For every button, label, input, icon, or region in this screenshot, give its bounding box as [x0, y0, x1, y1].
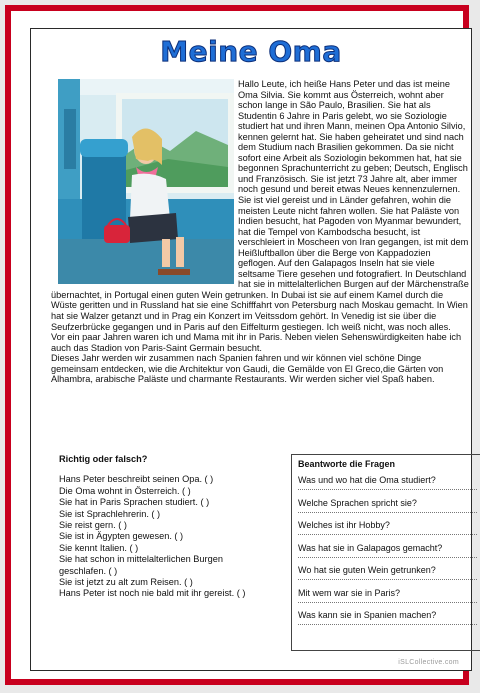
question-text: Welche Sprachen spricht sie? [298, 497, 417, 508]
question-item [298, 498, 480, 521]
true-false-line: geschlafen. ( ) [59, 565, 118, 576]
footer-watermark: iSLCollective.com [398, 659, 459, 666]
true-false-line: Die Oma wohnt in Österreich. ( ) [59, 485, 191, 496]
true-false-line: Sie ist in Ägypten gewesen. ( ) [59, 531, 184, 542]
true-false-line: Sie hat in Paris Sprachen studiert. ( ) [59, 497, 210, 508]
true-false-line: Hans Peter ist noch nie bald mit ihr gereist. ( ) [59, 588, 246, 599]
question-text: Mit wem war sie in Paris? [298, 587, 401, 598]
worksheet-page [30, 28, 472, 671]
page-title: Meine Oma [160, 35, 342, 68]
questions-box [291, 454, 480, 651]
answer-line[interactable] [298, 534, 477, 535]
true-false-line: Sie hat schon in mittelalterlichen Burgen [59, 554, 223, 565]
question-item [298, 588, 480, 611]
true-false-line: Sie ist Sprachlehrerin. ( ) [59, 508, 161, 519]
question-item [298, 543, 480, 566]
question-item [298, 475, 480, 498]
story-text [51, 79, 469, 385]
true-false-line: Sie kennt Italien. ( ) [59, 542, 139, 553]
story-paragraph-1: Hallo Leute, ich heiße Hans Peter und das ist meine Oma Silvia. Sie kommt aus Österreich, wohnt aber schon lange in São Paulo, Brasilien. Sie hat als Studentin 6 Jahre in Paris gelebt, wo sie Soziologie studiert hat und ihren Mann, meinen Opa Antonio Silvio, kennen gelernt hat. Sie haben geheiratet und sind nach dem Studium nach Brasilien gekommen. Da sie nicht sofort eine Arbeit als Soziologin bekommen hat, hat sie begonnen Sprachunterricht zu geben; Deutsch, Englisch und Französisch. Sie ist jetzt 73 Jahre alt, aber immer noch gesund und bereit etwas Neues kennenzulernen. Sie ist viel gereist und in Länder gefahren, wohin die meisten Leute nicht fahren wollen. Sie hat Paläste von Indien besucht, hat Pagoden von Myanmar bewundert, hat die Tempel von Kambodscha besucht, ist verschleiert in Moscheen von Iran gegangen, ist mit dem Heißluftballon über die Berge von Kappadozien geflogen. Auf den Galapagos Inseln hat sie viele seltsame Tiere gesehen und fotografiert. In Deutschland hat sie in mittelalterlichen Burgen auf der Märchenstraße übernachtet, in Portugal einen guten Wein getrunken. In Dubai ist sie auf einem Kamel durch die Wüste geritten und in Russland hat sie eine Schifffahrt von Petersburg nach Moskau gemacht. In Wien hat sie Walzer getanzt und in Prag ein Konzert im Veitssdom gehört. In Venedig ist sie über die Seufzerbrücke gegangen und in Paris auf den Eiffelturm gestiegen. Ich weiß nicht, was noch alles. [51, 79, 469, 332]
question-text: Was kann sie in Spanien machen? [298, 610, 437, 620]
illustration-spacer [51, 79, 238, 282]
story-paragraph-3: Dieses Jahr werden wir zusammen nach Spanien fahren und wir können viel schöne Dinge gemeinsam entdecken, wie die Architektur von Gaudi, die Gemälde von El Greco,die Gärten von Alhambra, arabische Paläste und charmante Restaurants. Wir werden sicher viel Spaß haben. [51, 353, 444, 385]
question-text: Was hat sie in Galapagos gemacht? [298, 542, 443, 553]
answer-line[interactable] [298, 624, 477, 625]
worksheet-frame [5, 5, 469, 685]
question-text: Wo hat sie guten Wein getrunken? [298, 565, 436, 575]
answer-line[interactable] [298, 512, 477, 513]
true-false-section [59, 454, 284, 600]
question-text: Welches ist ihr Hobby? [298, 520, 390, 530]
question-item [298, 520, 480, 543]
true-false-line: Sie ist jetzt zu alt zum Reisen. ( ) [59, 577, 193, 588]
question-item [298, 610, 480, 633]
true-false-line: Sie reist gern. ( ) [59, 520, 127, 531]
answer-line[interactable] [298, 602, 477, 603]
true-false-line: Hans Peter beschreibt seinen Opa. ( ) [59, 474, 214, 485]
answer-line[interactable] [298, 579, 477, 580]
answer-line[interactable] [298, 557, 477, 558]
questions-heading: Beantworte die Fragen [298, 459, 396, 469]
question-text: Was und wo hat die Oma studiert? [298, 475, 436, 485]
true-false-heading: Richtig oder falsch? [59, 454, 148, 464]
story-paragraph-2: Vor ein paar Jahren waren ich und Mama mit ihr in Paris. Neben vielen Sehenswürdigkeiten habe ich auch das Stadion von Paris-Saint Germain besucht. [51, 332, 462, 353]
question-item [298, 565, 480, 588]
answer-line[interactable] [298, 489, 477, 490]
